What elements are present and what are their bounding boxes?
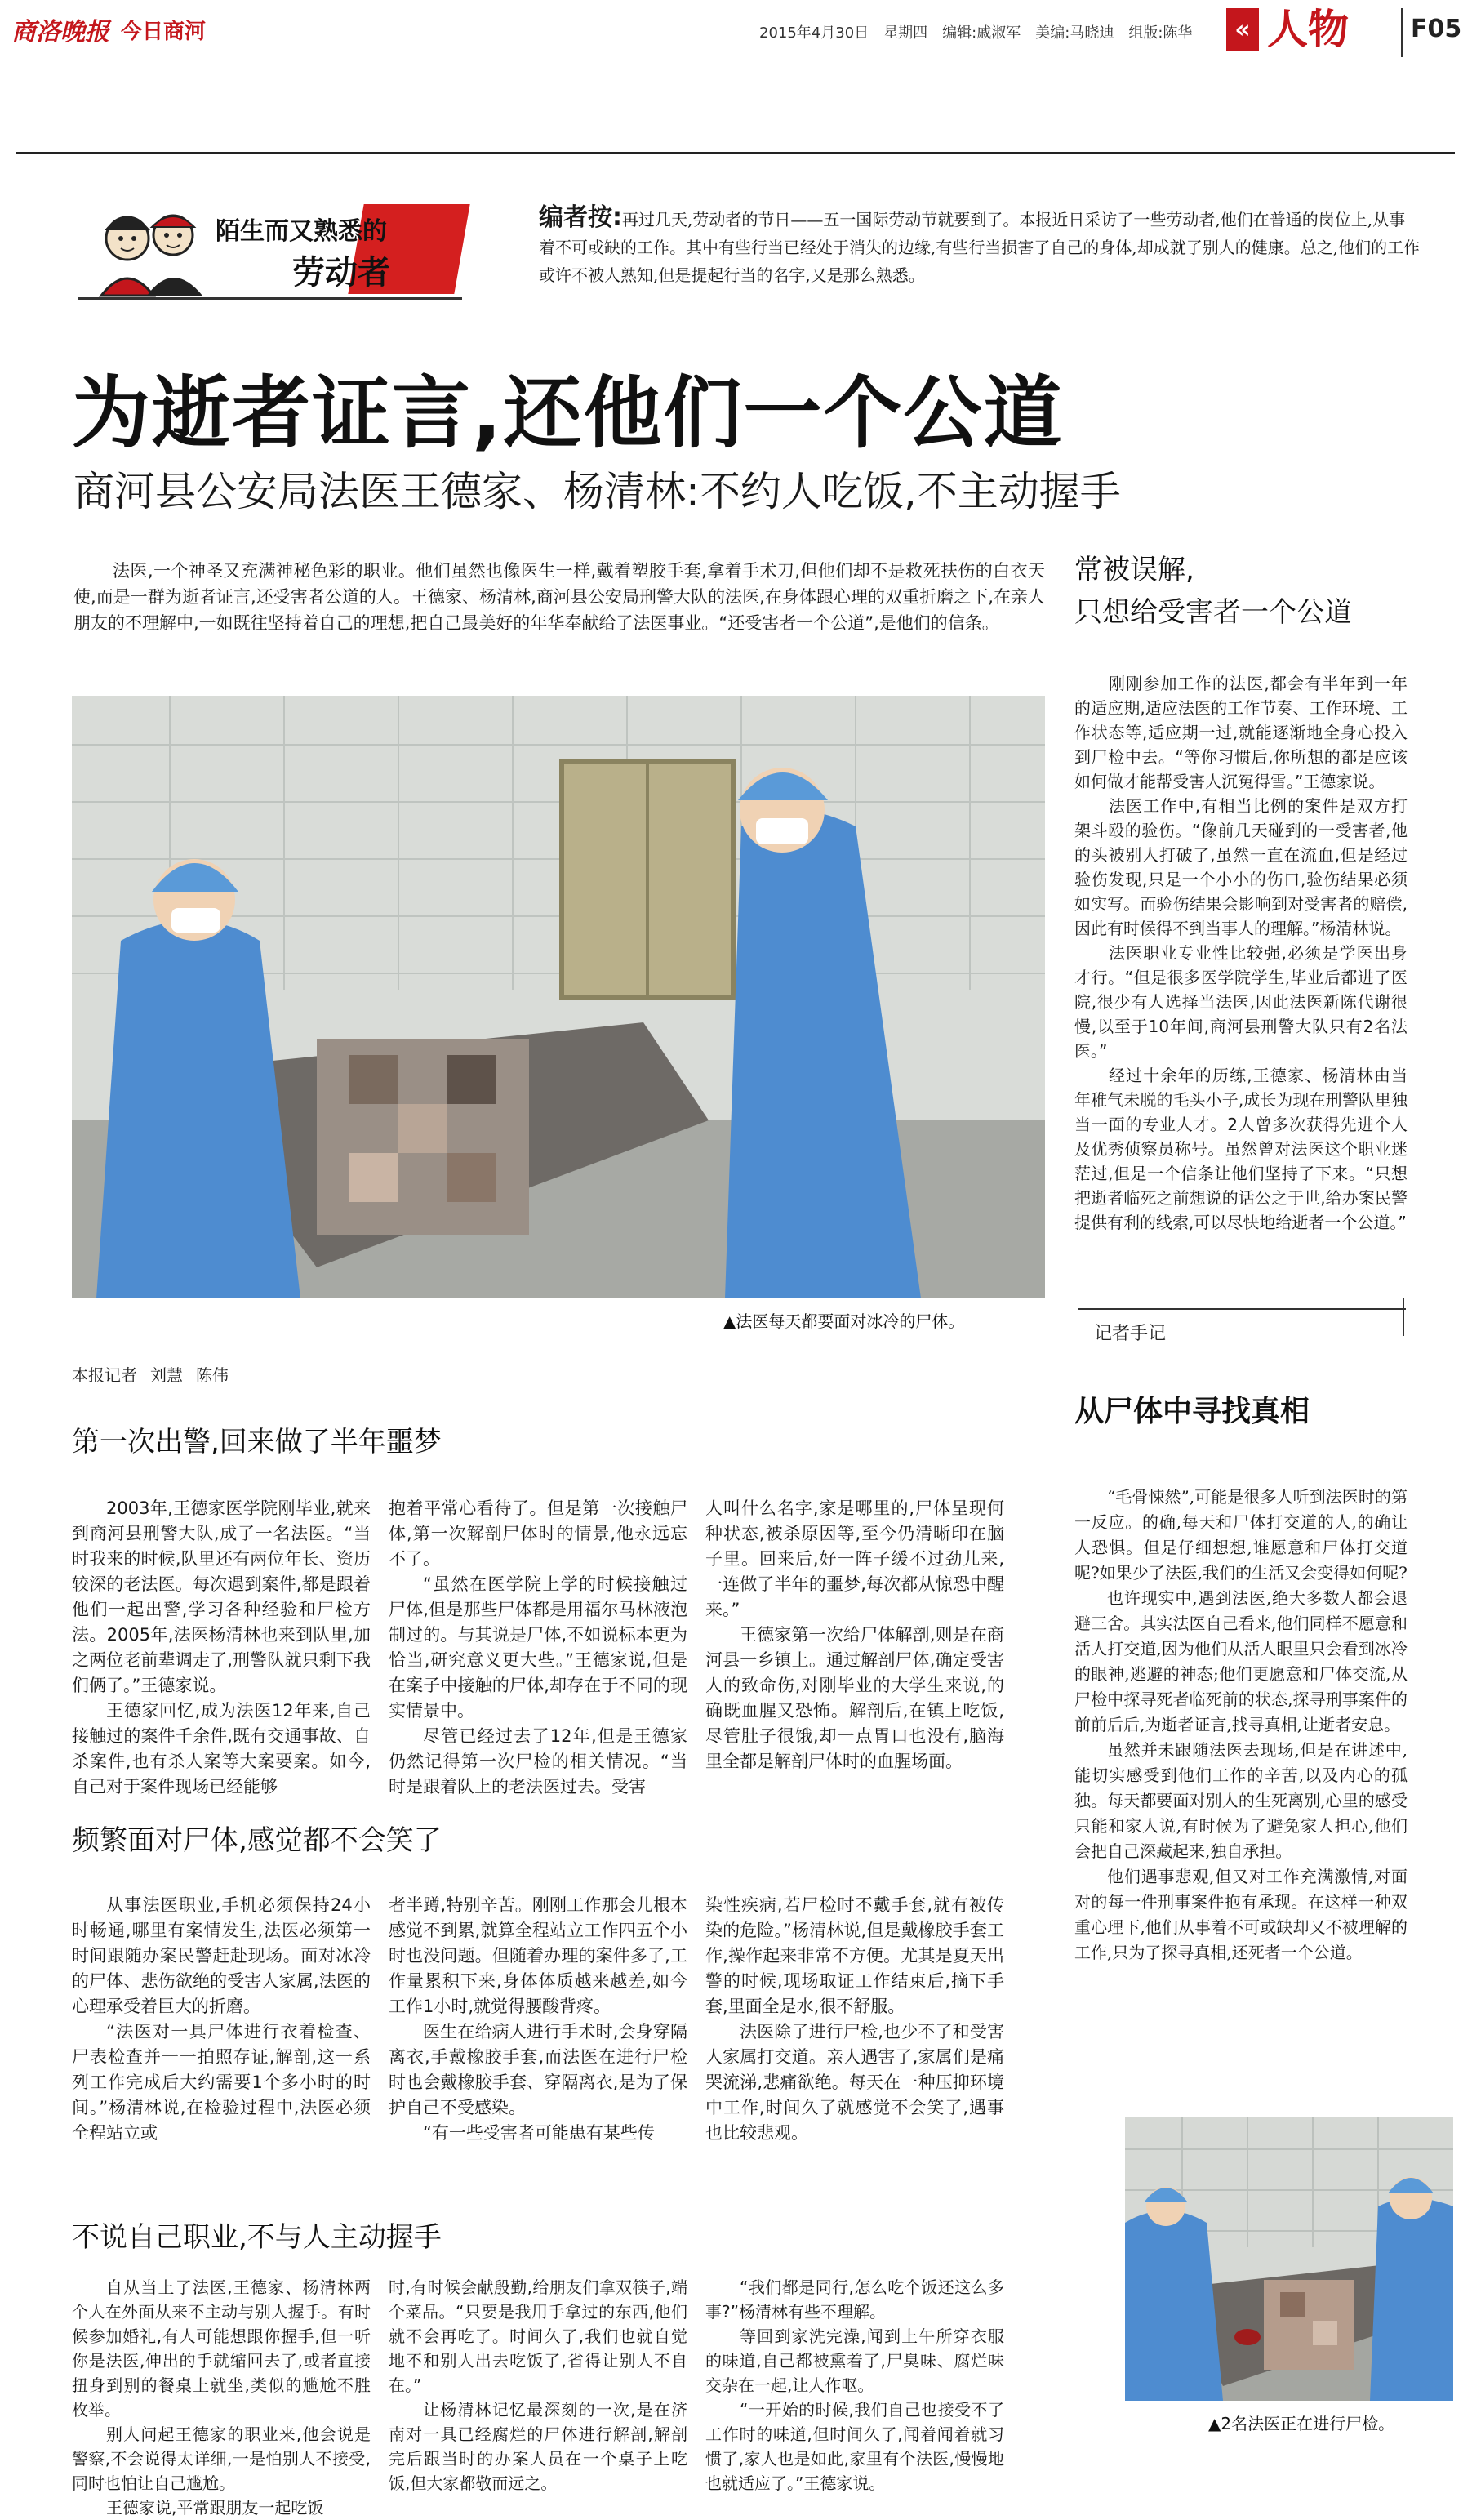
article-column xyxy=(72,1893,371,2146)
sidebar-heading xyxy=(1074,549,1352,634)
page-category: 人物 xyxy=(1267,6,1349,53)
newspaper-logo: 商洛晚报 xyxy=(11,18,109,47)
sidebar-article xyxy=(1074,671,1408,1235)
note-rule xyxy=(1078,1308,1406,1310)
editor-credit: 编辑:戚淑军 xyxy=(942,24,1021,42)
byline xyxy=(72,1362,229,1386)
byline-author: 刘慧 xyxy=(150,1365,183,1385)
paragraph: 让杨清林记忆最深刻的一次,是在济南对一具已经腐烂的尸体进行解剖,解剖完后跟当时的办案人员在一个桌子上吃饭,但大家都敬而远之。 xyxy=(389,2400,687,2493)
paragraph: “我们都是同行,怎么吃个饭还这么多事?”杨清林有些不理解。 xyxy=(705,2277,1004,2322)
paragraph: 王德家说,平常跟朋友一起吃饭 xyxy=(106,2498,324,2518)
reporter-note-heading: 从尸体中寻找真相 xyxy=(1074,1395,1310,1428)
series-title-line2: 劳动者 xyxy=(292,254,390,292)
paragraph: 人叫什么名字,家是哪里的,尸体呈现何种状态,被杀原因等,至今仍清晰印在脑子里。回来后,好一阵子缓不过劲儿来,一连做了半年的噩梦,每次都从惊恐中醒来。” xyxy=(705,1498,1004,1619)
reporter-note-label: 记者手记 xyxy=(1094,1324,1167,1344)
page-number: F05 xyxy=(1411,15,1462,43)
secondary-photo xyxy=(1125,2117,1453,2401)
section-heading: 不说自己职业,不与人主动握手 xyxy=(72,2221,442,2254)
paragraph: 虽然并未跟随法医去现场,但是在讲述中,能切实感受到他们工作的辛苦,以及内心的孤独。每天都要面对别人的生死离别,心里的感受只能和家人说,有时候为了避免家人担心,他们会把自己深藏起来,独自承担。 xyxy=(1074,1740,1408,1861)
paragraph: 他们遇事悲观,但又对工作充满激情,对面对的每一件刑事案件抱有承现。在这样一种双重心理下,他们从事着不可或缺却又不被理解的工作,只为了探寻真相,还死者一个公道。 xyxy=(1074,1867,1408,1962)
paragraph: “毛骨悚然”,可能是很多人听到法医时的第一反应。的确,每天和尸体打交道的人,的确让人恐惧。但是仔细想想,谁愿意和尸体打交道呢?如果少了法医,我们的生活又会变得如何呢? xyxy=(1074,1487,1408,1583)
paragraph: 2003年,王德家医学院刚毕业,就来到商河县刑警大队,成了一名法医。“当时我来的时候,队里还有两位年长、资历较深的老法医。每次遇到案件,都是跟着他们一起出警,学习各种经验和尸检方法。2005年,法医杨清林也来到队里,加之两位老前辈调走了,刑警队就只剩下我们俩了。”王德家说。 xyxy=(72,1498,371,1695)
reporter-note-body xyxy=(1074,1485,1408,1966)
section-name: 今日商河 xyxy=(121,19,207,44)
paragraph: 染性疾病,若尸检时不戴手套,就有被传染的危险。”杨清林说,但是戴橡胶手套工作,操作起来非常不方便。尤其是夏天出警的时候,现场取证工作结束后,摘下手套,里面全是水,很不舒服。 xyxy=(705,1895,1004,2016)
sidebar-heading-line: 只想给受害者一个公道 xyxy=(1074,596,1352,629)
editor-note xyxy=(539,204,1421,289)
section-heading: 频繁面对尸体,感觉都不会笑了 xyxy=(72,1824,442,1857)
issue-weekday: 星期四 xyxy=(883,24,928,42)
article-column xyxy=(705,1893,1004,2146)
paragraph: 别人问起王德家的职业来,他会说是警察,不会说得太详细,一是怕别人不接受,同时也怕让自己尴尬。 xyxy=(72,2424,371,2493)
main-photo-caption: ▲法医每天都要面对冰冷的尸体。 xyxy=(723,1311,965,1331)
paragraph: “一开始的时候,我们自己也接受不了工作时的味道,但时间久了,闻着闻着就习惯了,家人也是如此,家里有个法医,慢慢地也就适应了。”王德家说。 xyxy=(705,2400,1004,2493)
banner-underline xyxy=(78,297,462,300)
headline-title: 为逝者证言,还他们一个公道 xyxy=(72,367,1064,459)
sidebar-heading-line: 常被误解, xyxy=(1074,554,1194,586)
paragraph: “有一些受害者可能患有某些传 xyxy=(423,2123,655,2143)
chevron-left-icon: « xyxy=(1226,8,1259,51)
article-column xyxy=(705,1496,1004,1774)
paragraph: “法医对一具尸体进行衣着检查、尸表检查并一一拍照存证,解剖,这一系列工作完成后大约需要1个多小时的时间。”杨清林说,在检验过程中,法医必须全程站立或 xyxy=(72,2022,371,2143)
paragraph: 者半蹲,特别辛苦。刚刚工作那会儿根本感觉不到累,就算全程站立工作四五个小时也没问题。但随着办理的案件多了,工作量累积下来,身体体质越来越差,如今工作1小时,就觉得腰酸背疼。 xyxy=(389,1895,687,2016)
paragraph: 抱着平常心看待了。但是第一次接触尸体,第一次解剖尸体时的情景,他永远忘不了。 xyxy=(389,1498,687,1569)
issue-meta xyxy=(759,21,1192,42)
masthead xyxy=(11,11,206,47)
editor-note-text: 再过几天,劳动者的节日——五一国际劳动节就要到了。本报近日采访了一些劳动者,他们在普通的岗位上,从事着不可或缺的工作。其中有些行当已经处于消失的边缘,有些行当损害了自己的身体,却成就了别人的健康。总之,他们的工作或许不被人熟知,但是提起行当的名字,又是那么熟悉。 xyxy=(539,210,1421,285)
paragraph: 医生在给病人进行手术时,会身穿隔离衣,手戴橡胶手套,而法医在进行尸检时也会戴橡胶手套、穿隔离衣,是为了保护自己不受感染。 xyxy=(389,2022,687,2117)
editor-note-label: 编者按: xyxy=(539,203,622,232)
main-photo xyxy=(72,696,1045,1298)
paragraph: 尽管已经过去了12年,但是王德家仍然记得第一次尸检的相关情况。“当时是跟着队上的老法医过去。受害 xyxy=(389,1726,687,1797)
paragraph: 时,有时候会献殷勤,给朋友们拿双筷子,端个菜品。“只要是我用手拿过的东西,他们就不会再吃了。时间久了,我们也就自觉地不和别人出去吃饭了,省得让别人不自在。” xyxy=(389,2277,687,2395)
paragraph: 法医职业专业性比较强,必须是学医出身才行。“但是很多医学院学生,毕业后都进了医院,很少有人选择当法医,因此法医新陈代谢很慢,以至于10年间,商河县刑警大队只有2名法医。” xyxy=(1074,943,1408,1061)
article-column xyxy=(389,2275,687,2496)
byline-label: 本报记者 xyxy=(72,1365,137,1385)
series-banner xyxy=(78,181,462,304)
paragraph: 法医除了进行尸检,也少不了和受害人家属打交道。亲人遇害了,家属们是痛哭流涕,悲痛欲绝。每天在一种压抑环境中工作,时间久了就感觉不会笑了,遇事也比较悲观。 xyxy=(705,2022,1004,2143)
header-rule xyxy=(16,152,1455,154)
article-column xyxy=(705,2275,1004,2496)
paragraph: 从事法医职业,手机必须保持24小时畅通,哪里有案情发生,法医必须第一时间跟随办案民警赶赴现场。面对冰冷的尸体、悲伤欲绝的受害人家属,法医的心理承受着巨大的折磨。 xyxy=(72,1895,371,2016)
paragraph: 王德家第一次给尸体解剖,则是在商河县一乡镇上。通过解剖尸体,确定受害人的致命伤,对刚毕业的大学生来说,的确既血腥又恐怖。解剖后,在镇上吃饭,尽管肚子很饿,却一点胃口也没有,脑海里全都是解剖尸体时的血腥场面。 xyxy=(705,1625,1004,1771)
series-title-line1: 陌生而又熟悉的 xyxy=(216,217,387,246)
note-rule-end xyxy=(1403,1298,1404,1336)
designer-credit: 美编:马晓迪 xyxy=(1035,24,1114,42)
paragraph: 王德家回忆,成为法医12年来,自己接触过的案件千余件,既有交通事故、自杀案件,也有杀人案等大案要案。如今,自己对于案件现场已经能够 xyxy=(72,1701,371,1797)
workers-illustration-icon xyxy=(88,191,211,297)
byline-author: 陈伟 xyxy=(196,1365,229,1385)
section-heading: 第一次出警,回来做了半年噩梦 xyxy=(72,1426,442,1458)
article-column xyxy=(389,1496,687,1800)
paragraph: 也许现实中,遇到法医,绝大多数人都会退避三舍。其实法医自己看来,他们同样不愿意和活人打交道,因为他们从活人眼里只会看到冰冷的眼神,逃避的神态;他们更愿意和尸体交流,从尸检中探寻死者临死前的状态,探寻刑事案件的前前后后,为逝者证言,找寻真相,让逝者安息。 xyxy=(1074,1588,1408,1734)
article-column xyxy=(389,1893,687,2146)
issue-date: 2015年4月30日 xyxy=(759,24,869,42)
paragraph: 自从当上了法医,王德家、杨清林两个人在外面从来不主动与别人握手。有时候参加婚礼,有人可能想跟你握手,但一听你是法医,伸出的手就缩回去了,或者直接扭身到别的餐桌上就坐,类似的尴尬不胜枚举。 xyxy=(72,2277,371,2420)
paragraph: “虽然在医学院上学的时候接触过尸体,但是那些尸体都是用福尔马林液泡制过的。与其说是尸体,不如说标本更为恰当,研究意义更大些。”王德家说,但是在案子中接触的尸体,却存在于不同的现实情景中。 xyxy=(389,1574,687,1721)
secondary-photo-caption: ▲2名法医正在进行尸检。 xyxy=(1208,2414,1395,2433)
paragraph: 等回到家洗完澡,闻到上午所穿衣服的味道,自己都被熏着了,尸臭味、腐烂味交杂在一起,让人作呕。 xyxy=(705,2326,1004,2395)
paragraph: 经过十余年的历练,王德家、杨清林由当年稚气未脱的毛头小子,成长为现在刑警队里独当一面的专业人才。2人曾多次获得先进个人及优秀侦察员称号。虽然曾对法医这个职业迷茫过,但是一个信条让他们坚持了下来。“只想把逝者临死之前想说的话公之于世,给办案民警提供有利的线索,可以尽快地给逝者一个公道。” xyxy=(1074,1066,1408,1232)
headline-subtitle: 商河县公安局法医王德家、杨清林:不约人吃饭,不主动握手 xyxy=(73,468,1121,515)
divider xyxy=(1401,8,1403,57)
proof-credit: 组版:陈华 xyxy=(1128,24,1193,42)
lead-paragraph: 法医,一个神圣又充满神秘色彩的职业。他们虽然也像医生一样,戴着塑胶手套,拿着手术刀,但他们却不是救死扶伤的白衣天使,而是一群为逝者证言,还受害者公道的人。王德家、杨清林,商河县公安局刑警大队的法医,在身体跟心理的双重折磨之下,在亲人朋友的不理解中,一如既往坚持着自己的理想,把自己最美好的年华奉献给了法医事业。“还受害者一个公道”,是他们的信条。 xyxy=(73,561,1045,633)
article-column xyxy=(72,2275,371,2520)
paragraph: 法医工作中,有相当比例的案件是双方打架斗殴的验伤。“像前几天碰到的一受害者,他的头被别人打破了,虽然一直在流血,但是经过验伤发现,只是一个小小的伤口,验伤结果必须如实写。而验伤结果会影响到对受害者的赔偿,因此有时候得不到当事人的理解。”杨清林说。 xyxy=(1074,796,1408,938)
article-column xyxy=(72,1496,371,1800)
paragraph: 刚刚参加工作的法医,都会有半年到一年的适应期,适应法医的工作节奏、工作环境、工作状态等,适应期一过,就能逐渐地全身心投入到尸检中去。“等你习惯后,你所想的都是应该如何做才能帮受害人沉冤得雪。”王德家说。 xyxy=(1074,674,1408,791)
